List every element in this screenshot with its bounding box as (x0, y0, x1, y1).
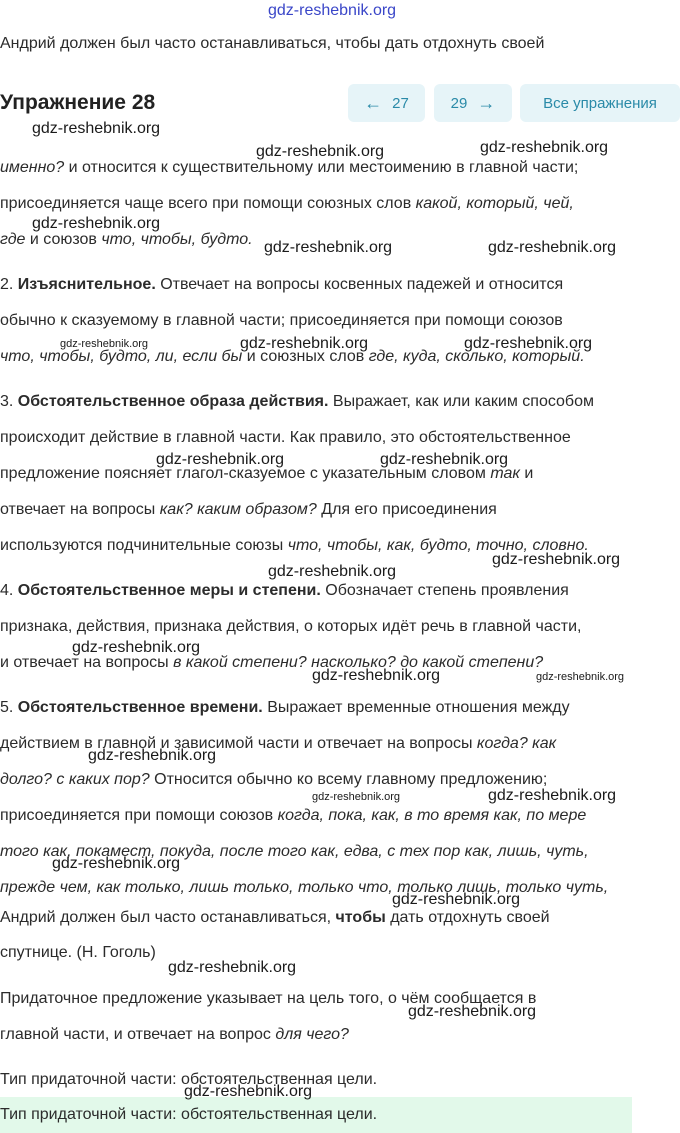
watermark: gdz-reshebnik.org (32, 215, 161, 232)
p1-line-3: где и союзов что, чтобы, будто. (0, 231, 253, 248)
p3-line-3: предложение поясняет глагол-сказуемое с указательным словом так и (0, 465, 534, 482)
all-exercises-label: Все упражнения (543, 94, 657, 112)
next-exercise-label: 29 (450, 94, 468, 112)
explanation-line-1: Придаточное предложение указывает на цель того, о чём сообщается в (0, 990, 537, 1007)
watermark: gdz-reshebnik.org (536, 671, 625, 683)
top-line: Андрий должен был часто останавливаться, чтобы дать отдохнуть своей (0, 35, 545, 52)
next-exercise-button[interactable] (434, 84, 512, 122)
watermark: gdz-reshebnik.org (312, 667, 441, 684)
watermark: gdz-reshebnik.org (52, 855, 181, 872)
example-line-1: Андрий должен был часто останавливаться, чтобы дать отдохнуть своей (0, 909, 550, 926)
p4-line-1: 4. Обстоятельственное меры и степени. Обозначает степень проявления (0, 582, 569, 599)
p5-line-3: долго? с каких пор? Относится обычно ко всему главному предложению; (0, 771, 548, 788)
p1-line-1: именно? и относится к существительному или местоимению в главной части; (0, 159, 579, 176)
watermark: gdz-reshebnik.org (488, 239, 617, 256)
arrow-left-icon: ← (364, 92, 383, 113)
p4-line-2: признака, действия, признака действия, о которых идёт речь в главной части, (0, 618, 582, 635)
p2-line-3: что, чтобы, будто, ли, если бы и союзных слов где, куда, сколько, который. (0, 348, 585, 365)
p3-line-5: используются подчинительные союзы что, чтобы, как, будто, точно, словно. (0, 537, 589, 554)
prev-exercise-label: 27 (392, 94, 409, 112)
p5-line-2: действием в главной и зависимой части и отвечает на вопросы когда? как (0, 735, 557, 752)
watermark: gdz-reshebnik.org (312, 791, 401, 803)
watermark: gdz-reshebnik.org (88, 747, 217, 764)
p4-line-3: и отвечает на вопросы в какой степени? насколько? до какой степени? (0, 654, 544, 671)
watermark: gdz-reshebnik.org (264, 239, 393, 256)
type-line: Тип придаточной части: обстоятельственная цели. (0, 1071, 378, 1088)
p5-line-5: того как, покамест, покуда, после того как, едва, с тех пор как, лишь, чуть, (0, 843, 589, 860)
watermark: gdz-reshebnik.org (408, 1003, 537, 1020)
answer-line: Тип придаточной части: обстоятельственная цели. (0, 1106, 378, 1123)
p3-line-4: отвечает на вопросы как? каким образом? Для его присоединения (0, 501, 497, 518)
p3-line-2: происходит действие в главной части. Как правило, это обстоятельственное (0, 429, 571, 446)
p1-line-2: присоединяется чаще всего при помощи союзных слов какой, который, чей, (0, 195, 574, 212)
p5-line-6: прежде чем, как только, лишь только, только что, только лишь, только чуть, (0, 879, 609, 896)
watermark: gdz-reshebnik.org (60, 338, 149, 350)
watermark: gdz-reshebnik.org (492, 551, 621, 568)
watermark: gdz-reshebnik.org (268, 563, 397, 580)
watermark: gdz-reshebnik.org (392, 891, 521, 908)
watermark: gdz-reshebnik.org (184, 1083, 313, 1100)
prev-exercise-button[interactable] (348, 84, 425, 122)
watermark: gdz-reshebnik.org (464, 335, 593, 352)
explanation-line-2: главной части, и отвечает на вопрос для чего? (0, 1026, 349, 1043)
watermark: gdz-reshebnik.org (480, 139, 609, 156)
p5-line-1: 5. Обстоятельственное времени. Выражает временные отношения между (0, 699, 570, 716)
page-title: Упражнение 28 (0, 91, 156, 114)
watermark: gdz-reshebnik.org (168, 959, 297, 976)
watermark: gdz-reshebnik.org (240, 335, 369, 352)
all-exercises-button[interactable] (520, 84, 680, 122)
watermark: gdz-reshebnik.org (488, 787, 617, 804)
watermark: gdz-reshebnik.org (256, 143, 385, 160)
p2-line-1: 2. Изъяснительное. Отвечает на вопросы косвенных падежей и относится (0, 276, 564, 293)
watermark: gdz-reshebnik.org (156, 451, 285, 468)
watermark: gdz-reshebnik.org (32, 120, 161, 137)
arrow-right-icon: → (477, 92, 496, 113)
example-line-2: спутнице. (Н. Гоголь) (0, 944, 156, 961)
watermark: gdz-reshebnik.org (72, 639, 201, 656)
watermark: gdz-reshebnik.org (380, 451, 509, 468)
watermark-top: gdz-reshebnik.org (268, 2, 397, 19)
p3-line-1: 3. Обстоятельственное образа действия. Выражает, как или каким способом (0, 393, 594, 410)
p5-line-4: присоединяется при помощи союзов когда, пока, как, в то время как, по мере (0, 807, 587, 824)
p2-line-2: обычно к сказуемому в главной части; присоединяется при помощи союзов (0, 312, 563, 329)
